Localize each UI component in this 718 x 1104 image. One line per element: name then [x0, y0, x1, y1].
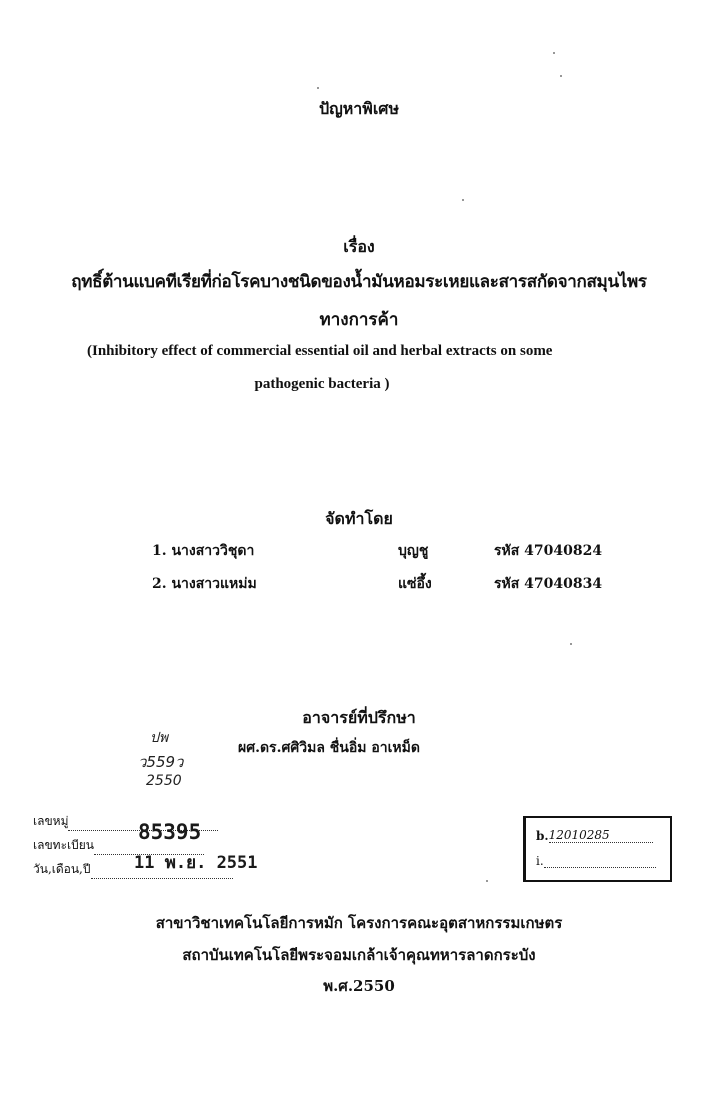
- author-2-name: 2. นางสาวแหม่ม: [152, 576, 257, 592]
- date-label: วัน,เดือน,ปี: [33, 862, 91, 876]
- thai-title-line-2: ทางการค้า: [319, 310, 399, 330]
- stamp-line-2-prefix: i.: [536, 854, 544, 868]
- date-value: 11 พ.ย. 2551: [134, 853, 258, 873]
- author-1-name: 1. นางสาววิชุดา: [152, 543, 255, 559]
- english-title-line-2: pathogenic bacteria ): [254, 376, 390, 392]
- stamp-line-2: [536, 854, 656, 868]
- stamp-line-2-dots: [544, 867, 656, 868]
- handwritten-note-line-3: 2550: [146, 773, 182, 789]
- author-1-surname: บุญชู: [398, 543, 429, 559]
- stamp-line-1: [536, 828, 653, 843]
- stamp-line-1-prefix: b.: [536, 829, 549, 843]
- handwritten-note-line-1: ปพ: [150, 730, 169, 746]
- register-number-label: เลขทะเบียน: [33, 838, 94, 852]
- document-heading: ปัญหาพิเศษ: [318, 99, 400, 118]
- english-title-line-1: (Inhibitory effect of commercial essential oil and herbal extracts on some: [87, 343, 553, 359]
- thai-title-line-1: ฤทธิ์ต้านแบคทีเรียที่ก่อโรคบางชนิดของน้ำมันหอมระเหยและสารสกัดจากสมุนไพร: [71, 272, 647, 292]
- date-dots: [91, 878, 233, 879]
- scan-speck: [317, 87, 319, 89]
- year-line: พ.ศ.2550: [323, 977, 395, 995]
- handwritten-note-line-2: ว559ว: [138, 753, 184, 771]
- author-1-id: รหัส 47040824: [494, 543, 603, 559]
- institute-line: สถาบันเทคโนโลยีพระจอมเกล้าเจ้าคุณทหารลาดกระบัง: [182, 946, 536, 964]
- scan-speck: [553, 52, 555, 54]
- register-number-value: 85395: [138, 820, 202, 844]
- advisor-name: ผศ.ดร.ศศิวิมล ชื่นอิ่ม อาเหม็ด: [238, 740, 420, 756]
- stamp-line-1-value: 12010285: [549, 828, 653, 843]
- prepared-by-label: จัดทำโดย: [325, 509, 393, 528]
- department-line: สาขาวิชาเทคโนโลยีการหมัก โครงการคณะอุตสาหกรรมเกษตร: [155, 914, 563, 932]
- title-label: เรื่อง: [343, 237, 375, 256]
- call-number-label: เลขหมู่: [33, 814, 69, 828]
- scan-speck: [560, 75, 562, 77]
- library-stamp-box: [523, 816, 672, 882]
- scan-speck: [462, 199, 464, 201]
- advisor-label: อาจารย์ที่ปรึกษา: [302, 708, 416, 727]
- scan-speck: [570, 643, 572, 645]
- author-2-surname: แซ่อึ้ง: [398, 576, 432, 592]
- author-2-id: รหัส 47040834: [494, 576, 603, 592]
- scan-speck: [486, 880, 488, 882]
